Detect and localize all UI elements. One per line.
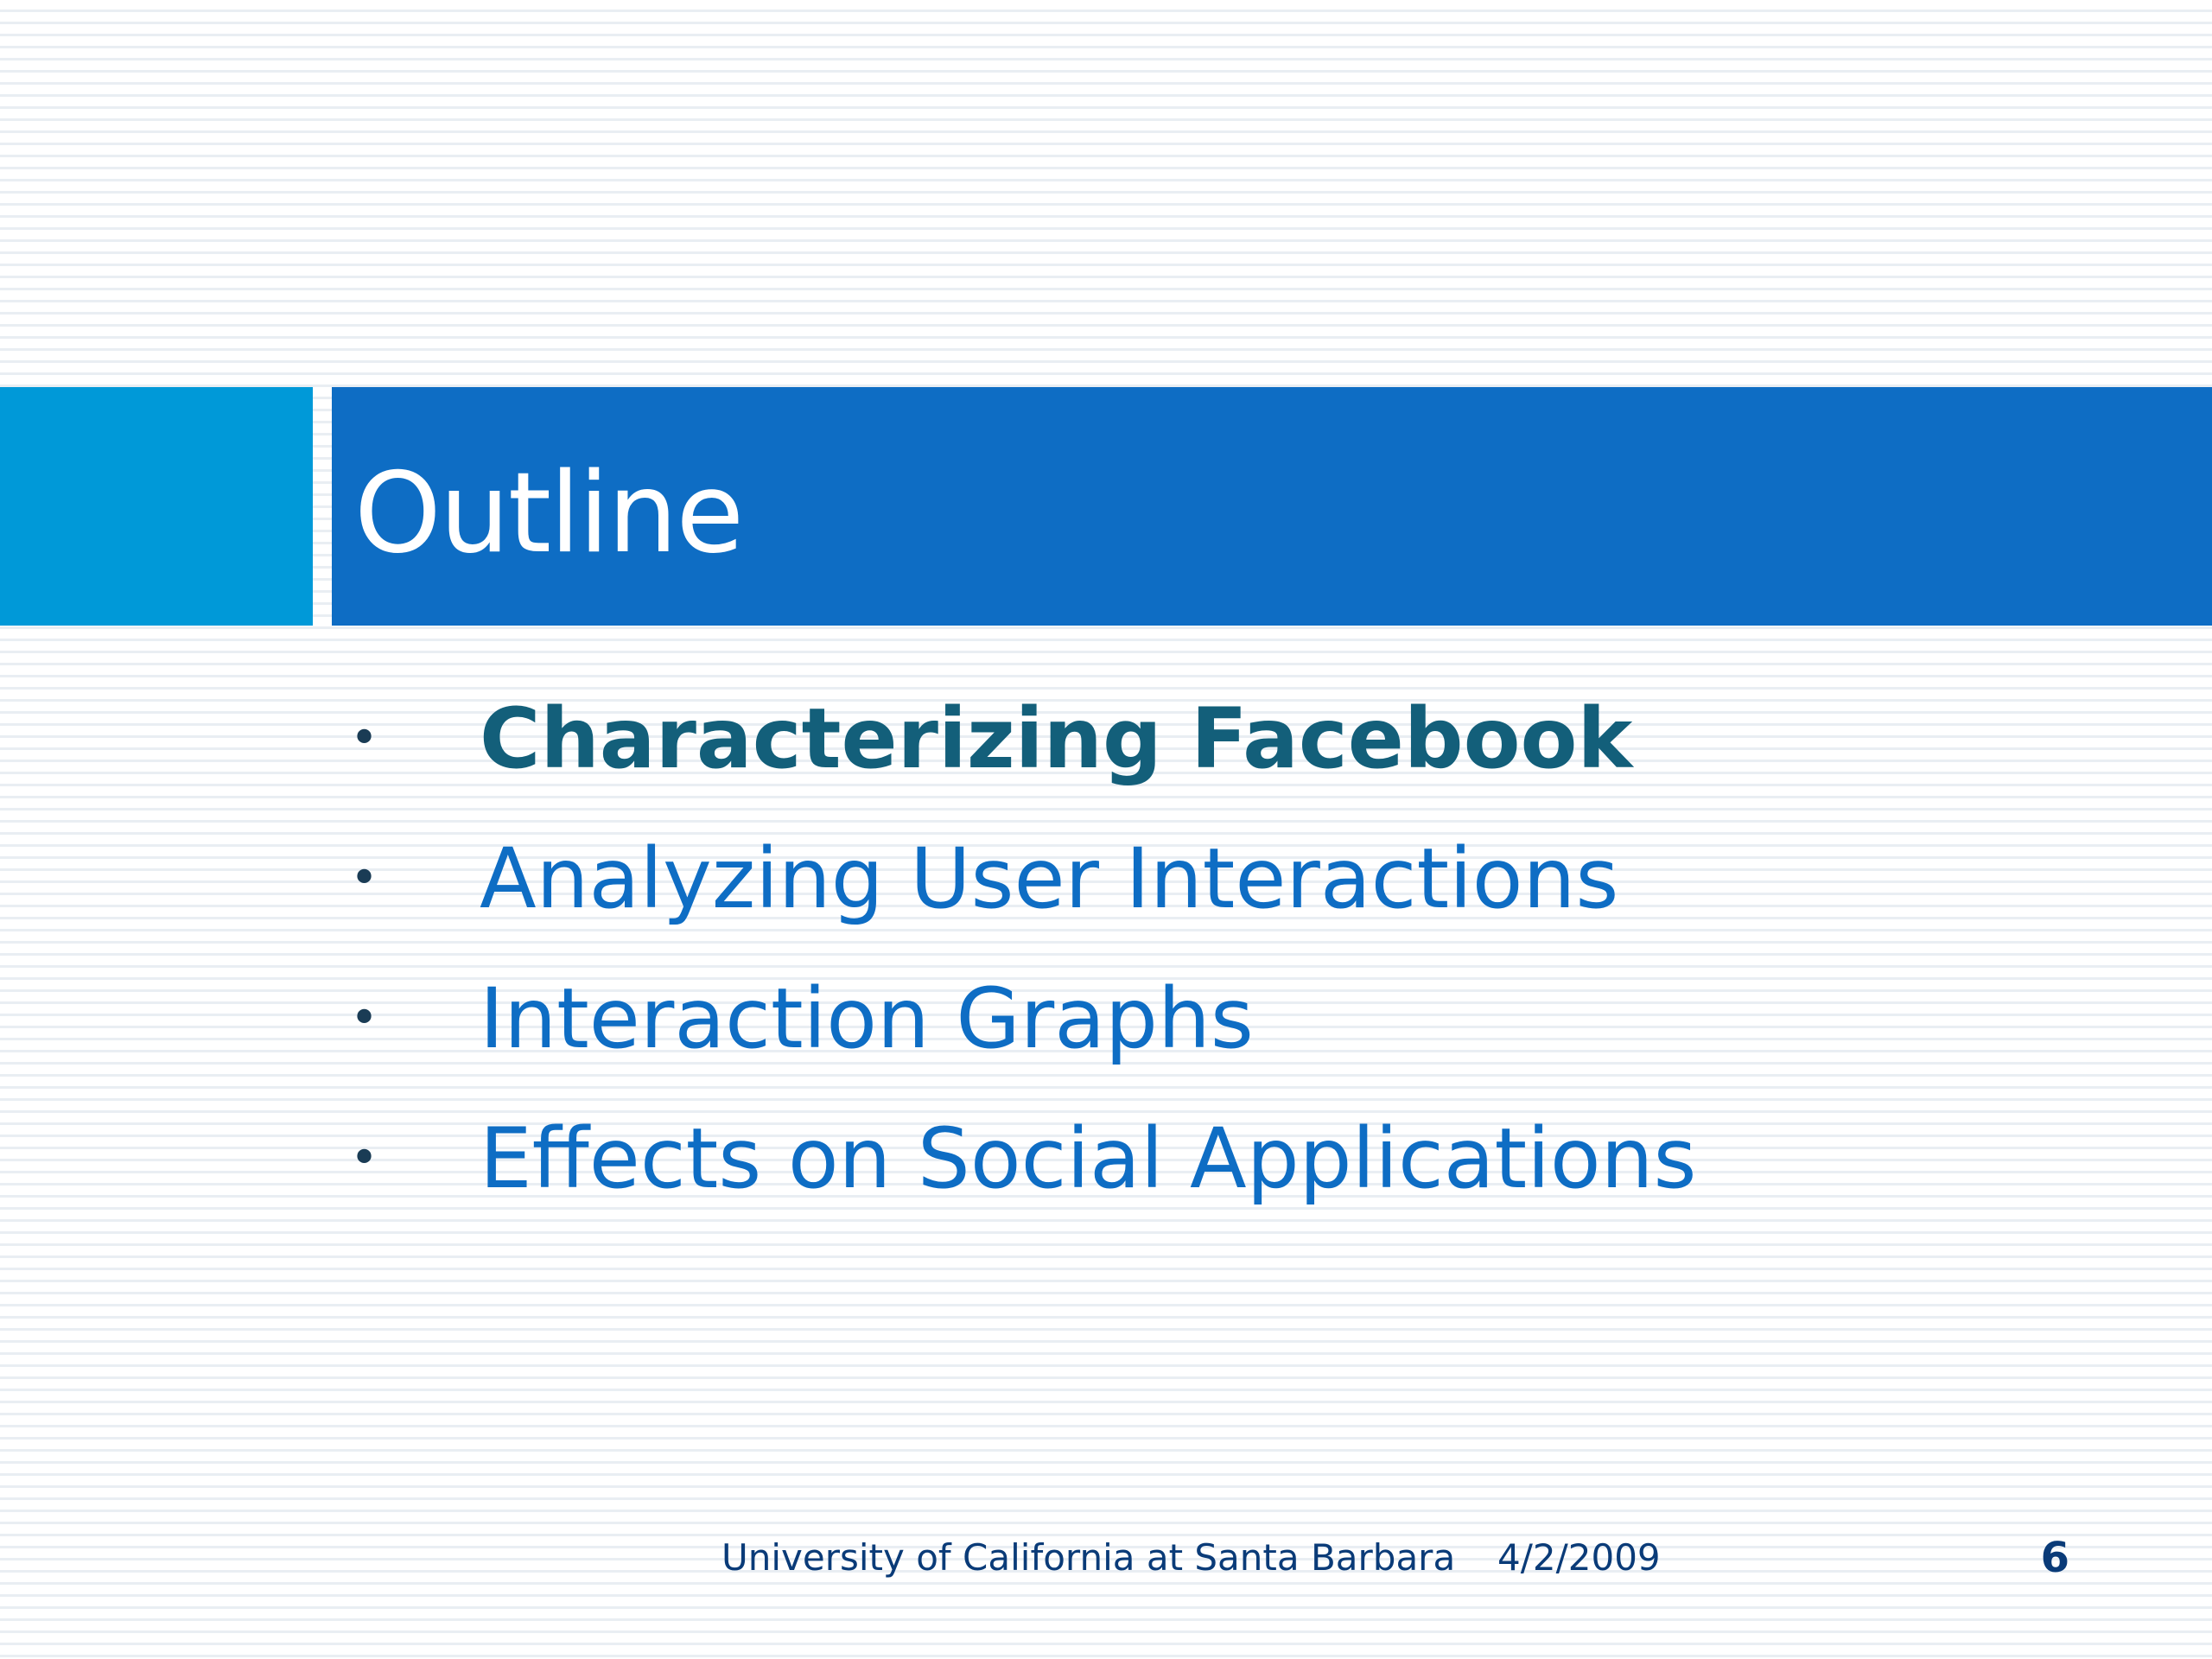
outline-item-label: Analyzing User Interactions: [480, 830, 1619, 927]
accent-block: [0, 387, 313, 626]
page-number: 6: [2040, 1534, 2069, 1582]
footer-date: 4/2/2009: [1497, 1536, 1661, 1579]
outline-item-label: Characterizing Facebook: [480, 690, 1633, 787]
outline-item-label: Interaction Graphs: [480, 970, 1254, 1067]
bullet-icon: •: [350, 850, 379, 906]
bullet-icon: •: [350, 990, 379, 1046]
footer-organization: University of California at Santa Barbara: [721, 1536, 1456, 1579]
slide-title: Outline: [354, 449, 743, 578]
bullet-icon: •: [350, 1130, 379, 1186]
outline-item-label: Effects on Social Applications: [480, 1110, 1697, 1207]
bullet-icon: •: [350, 710, 379, 766]
